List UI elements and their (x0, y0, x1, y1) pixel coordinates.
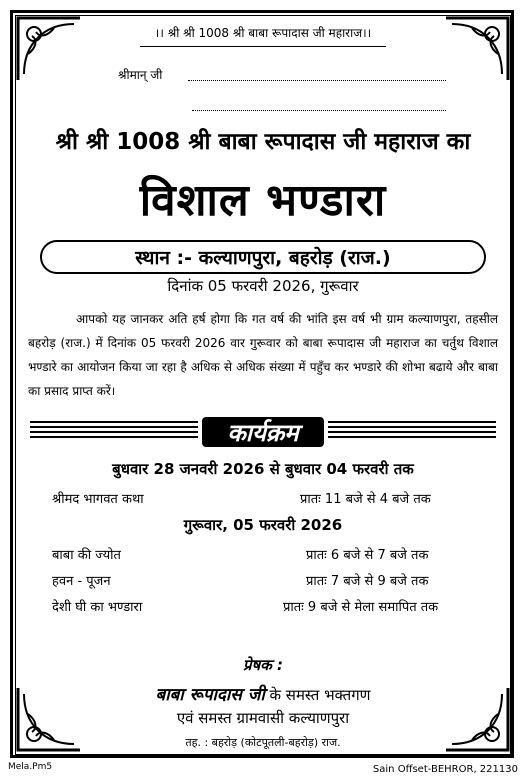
footer-printer: Sain Offset-BEHROR, 221130 (372, 764, 518, 775)
schedule-item-time: प्रातः 6 बजे से 7 बजे तक (306, 548, 429, 563)
title-line-1: श्री श्री 1008 श्री बाबा रूपादास जी महाराज का (55, 129, 471, 155)
schedule-item-name: श्रीमद भागवत कथा (52, 492, 144, 507)
title-line-2: विशाल भण्डारा (139, 175, 387, 226)
sender-line-1 (0, 682, 526, 705)
event-date: दिनांक 05 फरवरी 2026, गुरूवार (167, 277, 359, 295)
place-box (40, 240, 486, 274)
schedule-item-name: देशी घी का भण्डारा (52, 600, 143, 615)
program-heading: कार्यक्रम (202, 417, 324, 447)
heading-lines-right (328, 421, 496, 443)
schedule-item-name: हवन - पूजन (52, 574, 111, 589)
schedule-item-time: प्रातः 7 बजे से 9 बजे तक (306, 574, 429, 589)
addressee-label: श्रीमान् जी (118, 68, 163, 82)
footer-filename: Mela.Pm5 (8, 762, 53, 772)
addressee-line-1 (188, 79, 446, 81)
sender-label: प्रेषक : (243, 656, 283, 674)
sender-name: बाबा रूपादास जी (155, 685, 265, 705)
schedule-item-name: बाबा की ज्योत (52, 548, 121, 563)
heading-lines-left (30, 421, 198, 443)
section2-heading: गुरूवार, 05 फरवरी 2026 (183, 516, 343, 534)
top-invocation: ।। श्री श्री 1008 श्री बाबा रूपादास जी महाराज।। (154, 26, 372, 40)
top-strip-rule (140, 46, 386, 47)
place-text: स्थान :- कल्याणपुरा, बहरोड़ (राज.) (135, 247, 391, 269)
paragraph-text: आपको यह जानकर अति हर्ष होगा कि गत वर्ष की भांति इस वर्ष भी ग्राम कल्याणपुरा, तहसील बहरोड़ (राज.) में दिनांक 05 फरवरी 2026 वार गुरूवार को बाबा रूपादास जी महाराज का चर्तुथ विशाल भण्डारे का आयोजन किया जा रहा है अधिक से अधिक संख्या में पहुँच कर भण्डारे की शोभा बढाये और बाबा का प्रसाद प्राप्त करें। (28, 312, 498, 398)
sender-line-2: एवं समस्त ग्रामवासी कल्याणपुरा (176, 709, 350, 727)
schedule-item-time: प्रातः 9 बजे से मेला समापित तक (283, 600, 439, 615)
invitation-paragraph (28, 307, 498, 403)
sender-line-3: तह. : बहरोड़ (कोटपूतली-बहरोड़) राज. (185, 736, 341, 749)
section1-heading: बुधवार 28 जनवरी 2026 से बुधवार 04 फरवरी तक (112, 460, 414, 478)
sender-line-1-rest: के समस्त भक्तगण (264, 686, 371, 704)
addressee-line-2 (192, 109, 446, 111)
schedule-item-time: प्रातः 11 बजे से 4 बजे तक (300, 492, 431, 507)
